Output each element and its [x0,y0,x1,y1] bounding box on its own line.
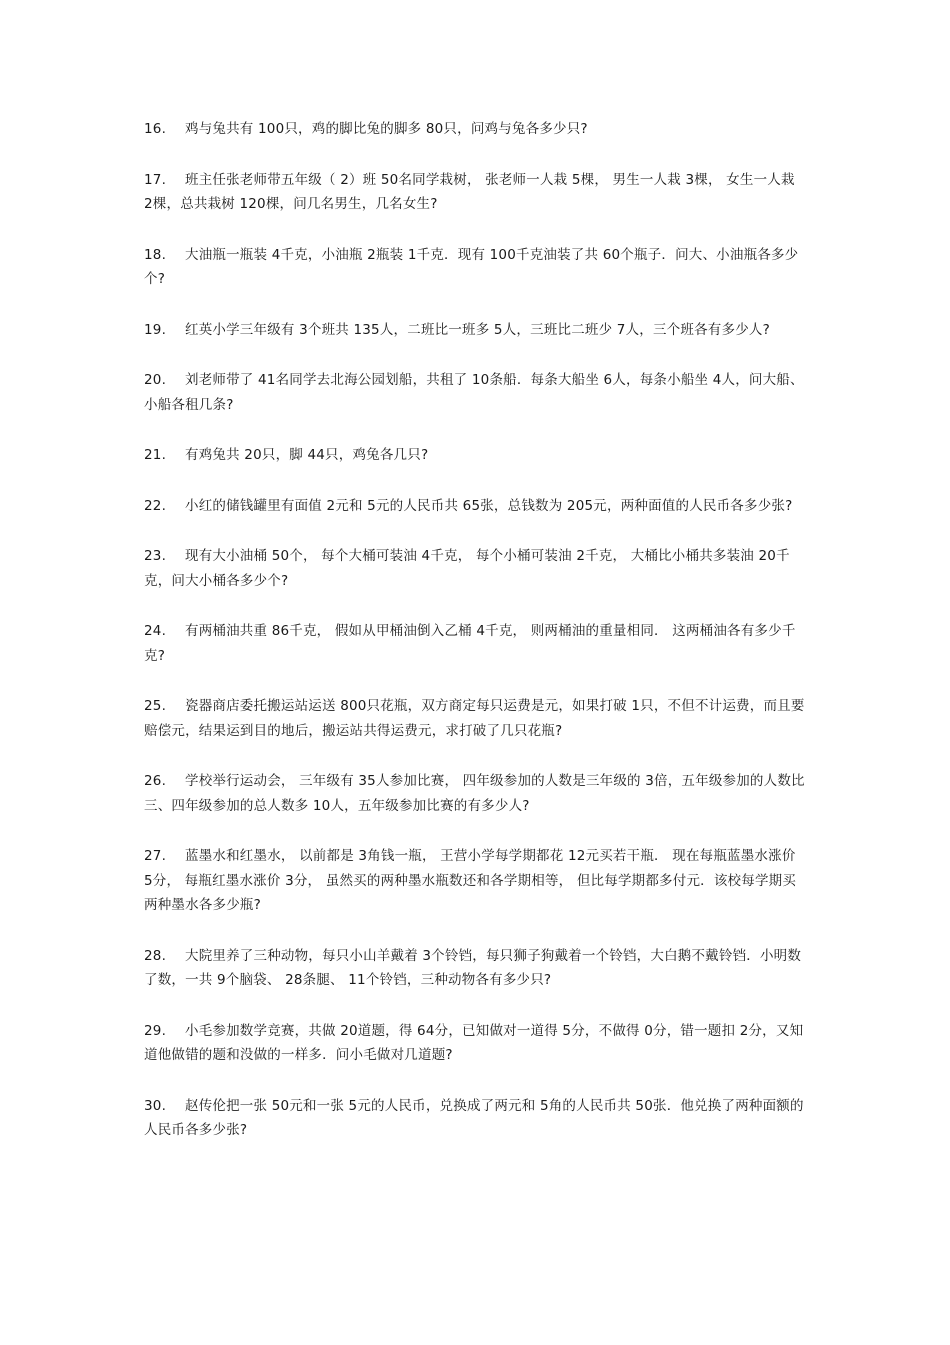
problem-item [144,944,806,993]
problem-text: 小毛参加数学竞赛，共做 20道题，得 64分，已知做对一道得 5分，不做得 0分，错一题扣 2分，又知道他做错的题和没做的一样多．问小毛做对几道题? [144,1022,804,1063]
problem-text: 鸡与兔共有 100只，鸡的脚比兔的脚多 80只，问鸡与兔各多少只? [185,121,588,137]
problem-number: 19. [144,321,167,338]
problem-item [144,694,806,743]
problem-number: 17. [144,171,167,188]
problem-text: 有鸡兔共 20只，脚 44只，鸡兔各几只? [185,447,429,463]
problem-number: 28. [144,947,167,964]
problem-number: 23. [144,548,167,564]
problem-text: 有两桶油共重 86千克， 假如从甲桶油倒入乙桶 4千克， 则两桶油的重量相同． 这两桶油各有多少千克? [144,623,796,664]
problem-number: 22. [144,497,167,514]
problem-text: 刘老师带了 41名同学去北海公园划船，共租了 10条船．每条大船坐 6人，每条小船坐 4人，问大船、小船各租几条? [144,372,804,413]
problem-item [144,1019,806,1068]
problem-number: 25. [144,698,167,714]
problem-item [144,243,806,292]
problem-item [144,544,806,593]
problem-text: 赵传伦把一张 50元和一张 5元的人民币，兑换成了两元和 5角的人民币共 50张．他兑换了两种面额的人民币各多少张? [144,1097,804,1138]
problem-item [144,619,806,668]
problem-item [144,443,806,468]
problem-text: 蓝墨水和红墨水， 以前都是 3角钱一瓶， 王营小学每学期都花 12元买若干瓶． 现在每瓶蓝墨水涨价 5分， 每瓶红墨水涨价 3分， 虽然买的两种墨水瓶数还和各学期相等， 但比每学期都多付元．该校每学期买两种墨水各多少瓶? [144,848,797,913]
problem-number: 29. [144,1022,167,1039]
problem-text: 现有大小油桶 50个， 每个大桶可装油 4千克， 每个小桶可装油 2千克， 大桶比小桶共多装油 20千克，问大小桶各多少个? [144,548,790,589]
problem-item [144,318,806,343]
problem-number: 16. [144,121,167,137]
problem-text: 红英小学三年级有 3个班共 135人，二班比一班多 5人，三班比二班少 7人，三个班各有多少人? [185,321,770,338]
problem-text: 大院里养了三种动物，每只小山羊戴着 3个铃铛，每只狮子狗戴着一个铃铛，大白鹅不戴铃铛．小明数了数，一共 9个脑袋、 28条腿、 11个铃铛，三种动物各有多少只? [144,947,802,988]
problem-list [144,117,806,1169]
problem-item [144,168,806,217]
problem-number: 24. [144,623,167,639]
problem-item [144,844,806,918]
problem-number: 18. [144,246,167,263]
problem-number: 21. [144,447,167,463]
problem-item [144,1094,806,1143]
problem-item [144,368,806,417]
problem-number: 20. [144,372,167,388]
problem-text: 大油瓶一瓶装 4千克，小油瓶 2瓶装 1千克．现有 100千克油装了共 60个瓶子．问大、小油瓶各多少个? [144,246,799,287]
problem-number: 26. [144,773,167,789]
problem-text: 学校举行运动会， 三年级有 35人参加比赛， 四年级参加的人数是三年级的 3倍，五年级参加的人数比三、四年级参加的总人数多 10人，五年级参加比赛的有多少人? [144,773,805,814]
problem-text: 小红的储钱罐里有面值 2元和 5元的人民币共 65张，总钱数为 205元，两种面值的人民币各多少张? [185,497,793,514]
problem-number: 27. [144,848,167,864]
problem-item [144,494,806,519]
problem-item [144,117,806,142]
problem-item [144,769,806,818]
problem-number: 30. [144,1097,167,1114]
problem-text: 瓷器商店委托搬运站运送 800只花瓶，双方商定每只运费是元，如果打破 1只，不但不计运费，而且要赔偿元，结果运到目的地后，搬运站共得运费元，求打破了几只花瓶? [144,698,805,739]
problem-text: 班主任张老师带五年级（ 2）班 50名同学栽树， 张老师一人栽 5棵， 男生一人栽 3棵， 女生一人栽 2棵，总共栽树 120棵，问几名男生，几名女生? [144,171,795,212]
